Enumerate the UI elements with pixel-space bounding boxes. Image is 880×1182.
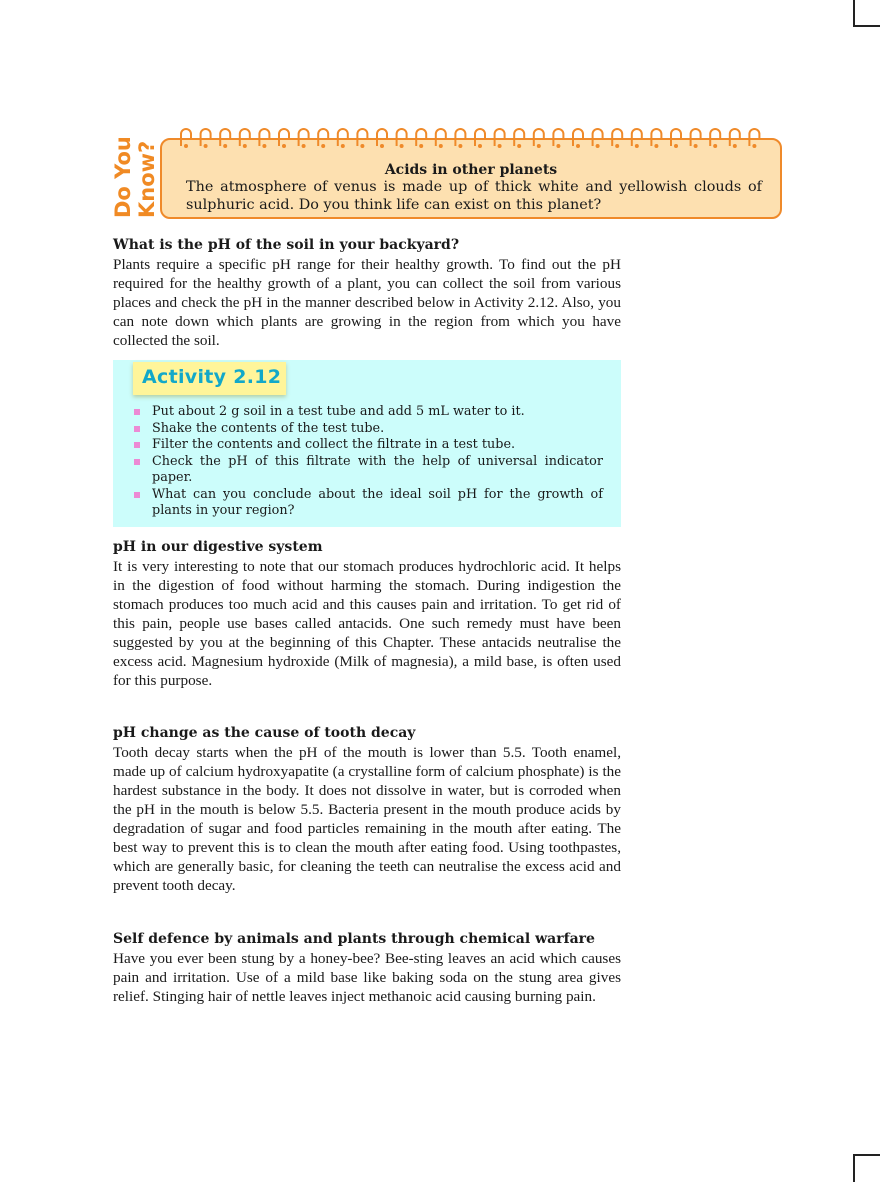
self-defence-section [113,930,621,1006]
spiral-loop [553,129,563,146]
list-item: Put about 2 g soil in a test tube and add 5 mL water to it. [133,404,603,421]
spiral-hole [302,144,306,148]
spiral-hole [282,144,286,148]
defence-heading: Self defence by animals and plants through chemical warfare [113,931,595,947]
spiral-hole [439,144,443,148]
list-item: What can you conclude about the ideal soil pH for the growth of plants in your region? [133,487,603,520]
spiral-loop [475,129,485,146]
fact-title: Acids in other planets [384,162,558,178]
spiral-loop [436,129,446,146]
spiral-hole [341,144,345,148]
spiral-loop [181,129,191,146]
spiral-hole [204,144,208,148]
spiral-loop [279,129,289,146]
square-bullet-icon [134,459,140,465]
spiral-hole [615,144,619,148]
spiral-hole [537,144,541,148]
do-you-know-line1: Do You [111,136,135,218]
spiral-hole [321,144,325,148]
spiral-loop [495,129,505,146]
spiral-hole [380,144,384,148]
spiral-binding-icon [176,122,766,152]
spiral-loop [397,129,407,146]
soil-section [113,236,621,350]
spiral-loop [612,129,622,146]
spiral-hole [262,144,266,148]
spiral-hole [360,144,364,148]
list-item: Check the pH of this filtrate with the help of universal indicator paper. [133,454,603,487]
do-you-know-label [108,132,160,220]
spiral-hole [733,144,737,148]
soil-heading: What is the pH of the soil in your backyard? [113,237,460,253]
do-you-know-line2: Know? [135,140,159,218]
spiral-hole [694,144,698,148]
spiral-hole [654,144,658,148]
spiral-loop [651,129,661,146]
spiral-hole [184,144,188,148]
spiral-loop [416,129,426,146]
spiral-hole [517,144,521,148]
spiral-loop [338,129,348,146]
activity-title: Activity 2.12 [142,366,282,388]
spiral-loop [220,129,230,146]
spiral-loop [710,129,720,146]
activity-steps [133,404,603,520]
spiral-loop [730,129,740,146]
spiral-hole [674,144,678,148]
spiral-loop [632,129,642,146]
spiral-hole [400,144,404,148]
spiral-loop [377,129,387,146]
spiral-loop [299,129,309,146]
spiral-loop [514,129,524,146]
spiral-hole [596,144,600,148]
digestive-paragraph: It is very interesting to note that our stomach produces hydrochloric acid. It helps in the digestion of food without harming the stomach. During indigestion the stomach produces too much acid and this causes pain and irritation. To get rid of this pain, people use bases called antacids. One such remedy must have been suggested by you at the beginning of this Chapter. These antacids neutralise the excess acid. Magnesium hydroxide (Milk of magnesia), a mild base, is often used for this purpose. [113,558,621,689]
spiral-hole [752,144,756,148]
list-item: Filter the contents and collect the filtrate in a test tube. [133,437,603,454]
activity-tab [133,362,286,395]
spiral-loop [357,129,367,146]
spiral-loop [691,129,701,146]
fact-text: The atmosphere of venus is made up of thick white and yellowish clouds of sulphuric acid. Do you think life can exist on this planet? [186,179,762,213]
spiral-loop [455,129,465,146]
digestive-heading: pH in our digestive system [113,539,323,555]
spiral-hole [478,144,482,148]
square-bullet-icon [134,492,140,498]
square-bullet-icon [134,442,140,448]
digestive-section [113,538,621,690]
spiral-loop [201,129,211,146]
spiral-loop [749,129,759,146]
spiral-loop [593,129,603,146]
crop-mark-bottom-right [853,1154,880,1182]
square-bullet-icon [134,409,140,415]
activity-box [113,360,621,527]
spiral-hole [498,144,502,148]
spiral-hole [419,144,423,148]
spiral-loop [240,129,250,146]
soil-paragraph: Plants require a specific pH range for their healthy growth. To find out the pH required for the healthy growth of a plant, you can collect the soil from various places and check the pH in the manner described below in Activity 2.12. Also, you can note down which plants are growing in the region from which you have collected the soil. [113,256,621,349]
spiral-hole [458,144,462,148]
spiral-loop [534,129,544,146]
spiral-hole [713,144,717,148]
tooth-decay-section [113,724,621,895]
spiral-hole [223,144,227,148]
spiral-hole [556,144,560,148]
spiral-hole [576,144,580,148]
crop-mark-top-right [853,0,880,27]
spiral-loop [259,129,269,146]
tooth-heading: pH change as the cause of tooth decay [113,725,416,741]
list-item: Shake the contents of the test tube. [133,421,603,438]
spiral-loop [573,129,583,146]
tooth-paragraph: Tooth decay starts when the pH of the mouth is lower than 5.5. Tooth enamel, made up of calcium hydroxyapatite (a crystalline form of calcium phosphate) is the hardest substance in the body. It does not dissolve in water, but is corroded when the pH in the mouth is below 5.5. Bacteria present in the mouth produce acids by degradation of sugar and food particles remaining in the mouth after eating. The best way to prevent this is to clean the mouth after eating food. Using toothpastes, which are generally basic, for cleaning the teeth can neutralise the excess acid and prevent tooth decay. [113,744,621,894]
defence-paragraph: Have you ever been stung by a honey-bee? Bee-sting leaves an acid which causes pain and irritation. Use of a mild base like baking soda on the stung area gives relief. Stinging hair of nettle leaves inject methanoic acid causing burning pain. [113,950,621,1005]
spiral-hole [243,144,247,148]
square-bullet-icon [134,426,140,432]
spiral-loop [671,129,681,146]
spiral-hole [635,144,639,148]
spiral-loop [318,129,328,146]
